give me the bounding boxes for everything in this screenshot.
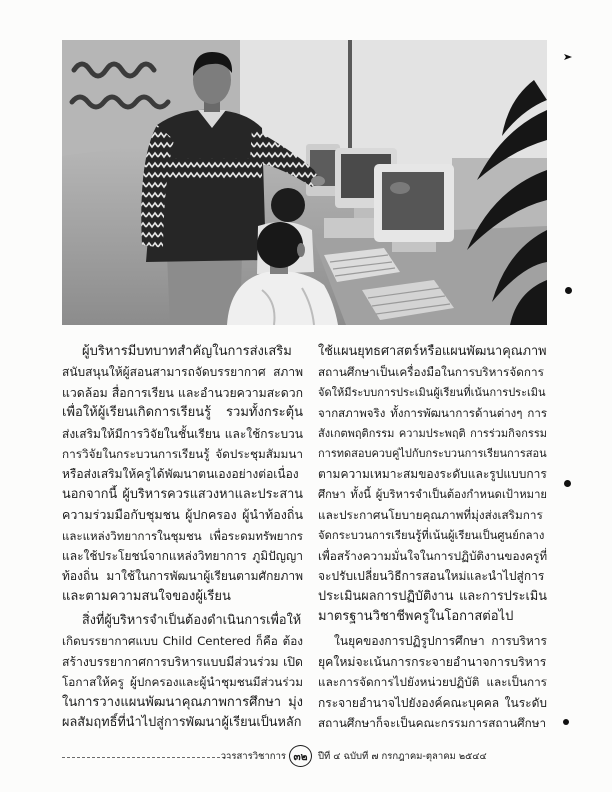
text-line: จากสภาพจริง ทั้งการพัฒนาการด้านต่างๆ การ: [318, 406, 547, 421]
paragraph-continuation: [318, 342, 547, 627]
text-line: ใช้แผนยุทธศาสตร์หรือแผนพัฒนาคุณภาพ: [318, 344, 547, 359]
page-number-badge: ๓๒: [289, 745, 312, 767]
teacher-jacket-pattern: [164, 158, 262, 180]
text-line: จะปรับเปลี่ยนวิธีการสอนใหม่และนำไปสู่การ: [318, 569, 545, 584]
margin-dot: [563, 719, 569, 725]
text-line: และประกาศนโยบายคุณภาพที่มุ่งส่งเสริมการ: [318, 508, 543, 523]
text-line: จัดให้มีระบบการประเมินผู้เรียนที่เน้นการประเมิน: [318, 385, 546, 399]
text-line: โอกาสให้ครู ผู้ปกครองและผู้นำชุมชนมีส่วนร่วม: [62, 675, 303, 690]
text-line: ผู้บริหารมีบทบาทสำคัญในการส่งเสริม: [82, 344, 292, 359]
paragraph: [62, 342, 303, 607]
text-line: การทดสอบควบคู่ไปกับกระบวนการเรียนการสอน: [318, 446, 547, 460]
text-line: แวดล้อม สื่อการเรียน และอำนวยความสะดวก: [62, 385, 303, 400]
footer-issue-info: ปีที่ ๔ ฉบับที่ ๗ กรกฎาคม-ตุลาคม ๒๕๔๔: [318, 751, 487, 762]
text-line: เพื่อสร้างความมั่นใจในการปฏิบัติงานของครูที่: [318, 548, 547, 563]
text-line: และแหล่งวิทยาการในชุมชน เพื่อระดมทรัพยากร: [62, 528, 303, 543]
text-line: เพื่อให้ผู้เรียนเกิดการเรียนรู้ รวมทั้งกระตุ้น: [62, 405, 303, 421]
text-line: เกิดบรรยากาศแบบ Child Centered ก็คือ ต้อง: [62, 634, 303, 649]
text-line: และการจัดการไปยังหน่วยปฏิบัติ และเป็นการ: [318, 675, 547, 690]
text-line: สถานศึกษาก็จะเป็นคณะกรรมการสถานศึกษา: [318, 716, 547, 731]
margin-dot: [565, 287, 572, 294]
text-line: มาตรฐานวิชาชีพครูในโอกาสต่อไป: [318, 609, 514, 625]
right-column: [318, 342, 547, 733]
text-line: ผลสัมฤทธิ์ที่นำไปสู่การพัฒนาผู้เรียนเป็นหลัก: [62, 715, 302, 731]
text-line: นอกจากนี้ ผู้บริหารควรแสวงหาและประสาน: [62, 486, 303, 502]
text-line: สถานศึกษาเป็นเครื่องมือในการบริหารจัดการ: [318, 365, 544, 380]
text-line: จัดกระบวนการเรียนรู้ที่เน้นผู้เรียนเป็นศูนย์กลาง: [318, 528, 545, 542]
left-column: [62, 342, 303, 733]
text-line: กระจายอำนาจไปยังองค์คณะบุคคล ในระดับ: [318, 695, 547, 710]
photo-window-frame: [348, 40, 352, 148]
monitor-3-base: [392, 242, 436, 252]
photo-canvas: [62, 40, 547, 325]
monitor-3-glare: [390, 182, 410, 194]
text-line: ส่งเสริมให้มีการวิจัยในชั้นเรียน และใช้กระบวน: [62, 426, 303, 441]
text-line: และใช้ประโยชน์จากแหล่งวิทยาการ ภูมิปัญญา: [62, 548, 303, 563]
text-line: สนับสนุนให้ผู้สอนสามารถจัดบรรยากาศ สภาพ: [62, 365, 303, 380]
text-line: หรือส่งเสริมให้ครูได้พัฒนาตนเองอย่างต่อเนื่อง: [62, 467, 299, 482]
footer-rule: [62, 757, 230, 758]
text-line: ตามความเหมาะสมของระดับและรูปแบบการ: [318, 467, 547, 482]
footer-journal-name: วารสารวิชาการ: [220, 751, 286, 762]
monitor-3-screen: [382, 172, 444, 230]
student-front-head: [257, 222, 303, 268]
text-line: ในยุคของการปฏิรูปการศึกษา การบริหาร: [334, 634, 547, 649]
text-line: และตามความสนใจของผู้เรียน: [62, 588, 231, 604]
text-line: ประเมินผลการปฏิบัติงาน และการประเมิน: [318, 588, 547, 604]
margin-arrow-mark: [563, 52, 573, 62]
student-back-head: [271, 188, 305, 222]
text-line: ยุคใหม่จะเน้นการกระจายอำนาจการบริหาร: [318, 654, 547, 669]
text-line: ท้องถิ่น มาใช้ในการพัฒนาผู้เรียนตามศักยภาพ: [62, 569, 303, 584]
margin-arrow-shape: [564, 54, 572, 60]
text-line: สิ่งที่ผู้บริหารจำเป็นต้องดำเนินการเพื่อให้: [82, 613, 302, 629]
text-line: ความร่วมมือกับชุมชน ผู้ปกครอง ผู้นำท้องถิ่น: [62, 507, 303, 523]
paragraph: [318, 631, 547, 733]
text-line: ศึกษา ทั้งนี้ ผู้บริหารจำเป็นต้องกำหนดเป้าหมาย: [318, 487, 547, 501]
paragraph: [62, 611, 303, 733]
text-line: การวิจัยในกระบวนการเรียนรู้ จัดประชุมสัมมนา: [62, 446, 303, 461]
text-line: สร้างบรรยากาศการบริหารแบบมีส่วนร่วม เปิด: [62, 654, 303, 669]
student-front-ear: [297, 243, 305, 257]
text-line: ในการวางแผนพัฒนาคุณภาพการศึกษา มุ่ง: [62, 694, 303, 710]
teacher-hand: [311, 176, 325, 186]
article-photo: [62, 40, 547, 325]
margin-dot: [564, 480, 571, 487]
text-line: สังเกตพฤติกรรม ความประพฤติ การร่วมกิจกรรม: [318, 426, 547, 440]
